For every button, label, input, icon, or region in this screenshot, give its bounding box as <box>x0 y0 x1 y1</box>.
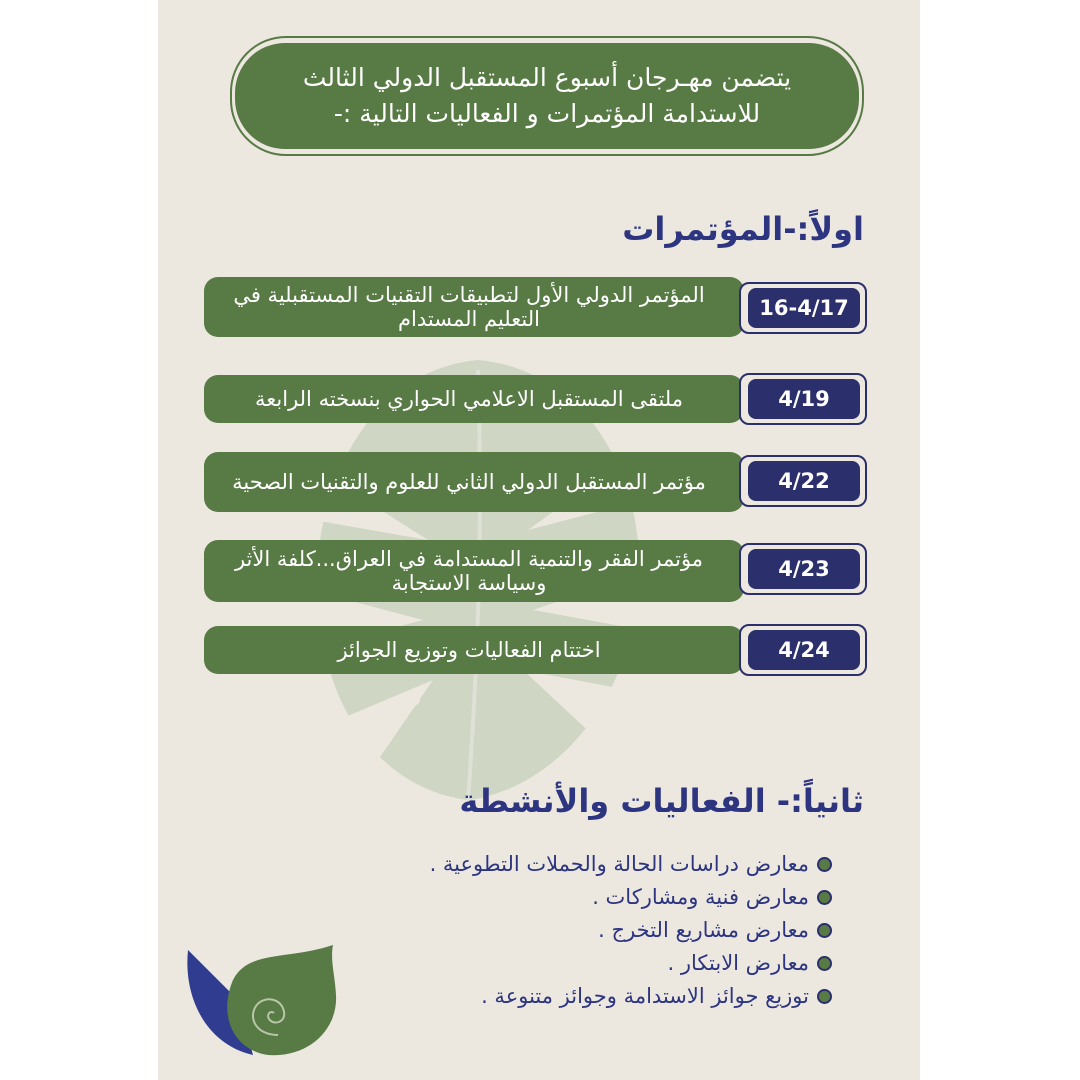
activities-heading: ثانياً:- الفعاليات والأنشطة <box>459 782 864 820</box>
bullet-icon <box>817 989 832 1004</box>
banner-line-2: للاستدامة المؤتمرات و الفعاليات التالية :- <box>333 99 761 128</box>
conference-title: المؤتمر الدولي الأول لتطبيقات التقنيات المستقبلية في التعليم المستدام <box>204 277 744 337</box>
list-item <box>430 980 832 1013</box>
list-item <box>430 914 832 947</box>
date-badge: 4/22 <box>748 461 860 501</box>
list-item <box>430 881 832 914</box>
date-badge: 4/19 <box>748 379 860 419</box>
activity-text: معارض دراسات الحالة والحملات التطوعية . <box>429 852 809 876</box>
conferences-heading: اولاً:-المؤتمرات <box>622 210 864 248</box>
banner-line-1: يتضمن مهـرجان أسبوع المستقبل الدولي الثالث <box>302 63 792 92</box>
date-badge: 16-4/17 <box>748 288 860 328</box>
activities-list <box>430 848 832 1013</box>
date-badge: 4/23 <box>748 549 860 589</box>
conference-title: اختتام الفعاليات وتوزيع الجوائز <box>204 626 744 674</box>
date-badge: 4/24 <box>748 630 860 670</box>
bullet-icon <box>817 956 832 971</box>
conference-title: مؤتمر المستقبل الدولي الثاني للعلوم والتقنيات الصحية <box>204 452 744 512</box>
list-item <box>430 848 832 881</box>
list-item <box>430 947 832 980</box>
bullet-icon <box>817 890 832 905</box>
activity-text: توزيع جوائز الاستدامة وجوائز متنوعة . <box>481 984 809 1008</box>
activity-text: معارض الابتكار . <box>667 951 809 975</box>
header-banner <box>235 43 859 149</box>
activity-text: معارض فنية ومشاركات . <box>592 885 809 909</box>
shell-logo-icon <box>178 940 338 1060</box>
bullet-icon <box>817 923 832 938</box>
bullet-icon <box>817 857 832 872</box>
conference-title: ملتقى المستقبل الاعلامي الحواري بنسخته الرابعة <box>204 375 744 423</box>
conference-title: مؤتمر الفقر والتنمية المستدامة في العراق...كلفة الأثر وسياسة الاستجابة <box>204 540 744 602</box>
activity-text: معارض مشاريع التخرج . <box>598 918 809 942</box>
poster-page <box>158 0 920 1080</box>
